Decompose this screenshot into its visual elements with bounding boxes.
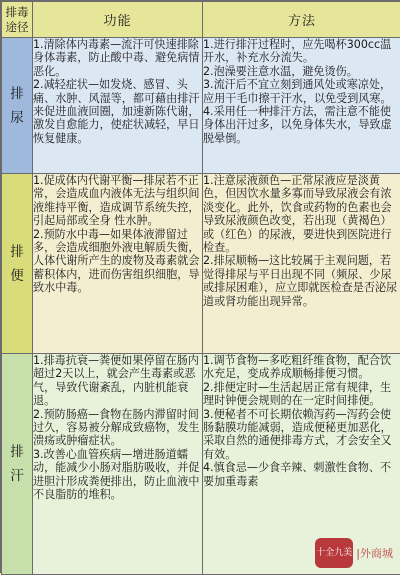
detox-table [1,1,400,575]
header-method-cell: 方法 [203,2,400,38]
method-cell: 1.调节食物—多吃粗纤维食物，配合饮水充足，变成养成顺畅排便习惯。 2.排便定时—生活起居正常有规律，生理时钟便会规则的在一定时间排便。 3.便秘者不可长期依赖泻药—泻药会使肠黏膜功能减弱，造成便秘更加恶化，采取自然的通便排毒方式，才会安全又有效。 4.慎食忌—少食辛辣、刺激性食物、不要加重毒素 [203,354,400,575]
route-char: 排 [2,440,32,464]
watermark [315,538,393,568]
route-char: 排 [2,240,32,264]
route-char: 汗 [2,464,32,488]
method-cell: 1.进行排汗过程时，应先喝杯300cc温开水，补充水分流失。 2.泡澡要注意水温，避免烫伤。 3.流汗后不宜立刻到通风处或寒凉处，应用干毛巾擦干汗水，以免受到风寒。 4.采用任一种排汗方法，需注意不能使身体出汗过多，以免身体失水，导致虚脱晕倒。 [203,38,400,174]
header-route-cell [2,2,33,38]
header-route-line2: 途径 [6,20,29,34]
route-label-cell [2,354,33,575]
function-cell: 1.促成体内代谢平衡—排尿若不正常，会造成血内液体无法与组织间液维持平衡，造成调节系统失控，引起局部或全身 性水肿。 2.预防水中毒—如果体液滞留过多，会造成细胞外液电解质失衡，人体代谢所产生的废物及毒素就会蓄积体内，进而伤害组织细胞，导致水中毒。 [33,174,203,354]
method-cell: 1.注意尿液颜色—正常尿液应是淡黄色，但因饮水量多寡而导致尿液会有浓淡变化。此外，饮食或药物的色素也会导致尿液颜色改变，若出现（黄褐色）或（红色）的尿液，要进快到医院进行检查。 2.排尿顺畅—这比较属于主观问题，若觉得排尿与平日出现不同（频尿、少尿或排尿困难），应立即就医检查是否泌尿道或肾功能出现异常。 [203,174,400,354]
route-char: 尿 [2,106,32,130]
brand-logo: 十全九美 [315,538,353,568]
route-char: 便 [2,264,32,288]
table-header-row [2,2,400,38]
watermark-site-text: |外商城 [356,545,393,561]
route-char: 排 [2,82,32,106]
table-row [2,174,400,354]
table-row [2,38,400,174]
function-cell: 1.清除体内毒素—流汗可快速排除身体毒素，防止酸中毒、避免病情恶化。 2.减轻症状—如发烧、感冒、头痛、水肿、风湿等，都可藉由排汗来促进血液回圈，加速新陈代谢，激发自愈能力，使症状减轻，早日恢复健康。 [33,38,203,174]
route-label-cell [2,38,33,174]
function-cell: 1.排毒抗衰—粪便如果停留在肠内超过2天以上，就会产生毒素或恶气，导致代谢紊乱，内脏机能衰退。 2.预防肠癌—食物在肠内滞留时间过久，容易被分解成致癌物，发生溃疡或肿瘤症状。 3.改善心血管疾病—增进肠道蠕动，能减少小肠对脂肪吸收，并促进胆汁形成粪便排出，防止血液中不良脂肪的堆积。 [33,354,203,575]
header-function-cell: 功能 [33,2,203,38]
route-label-cell [2,174,33,354]
header-route-line1: 排毒 [6,5,29,19]
